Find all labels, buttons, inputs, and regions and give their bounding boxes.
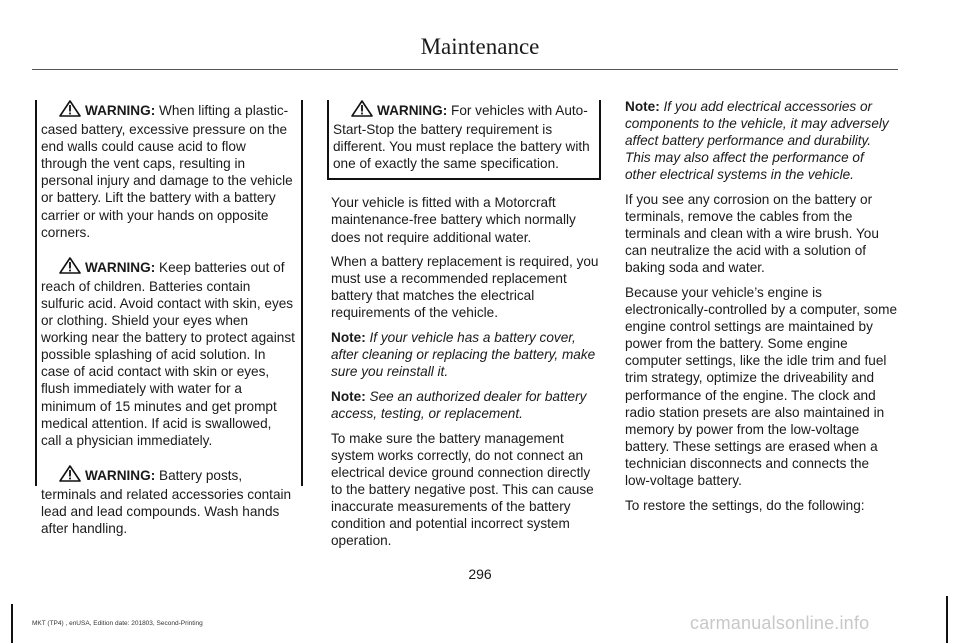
note-text: If your vehicle has a battery cover, after cleaning or replacing the battery, make sure you reinstall it. [331,330,596,380]
note-dealer [331,388,599,422]
crop-mark-left [11,604,13,643]
warning-text: For vehicles with Auto-Start-Stop the battery requirement is different. You must replace the battery with one of exactly the same specification. [333,103,590,172]
warning-block-lifting [41,100,295,241]
note-battery-cover [331,329,599,380]
note-text: If you add electrical accessories or components to the vehicle, it may adversely affect battery performance and durability. This may also affect the performance of other electrical systems in the vehicle. [625,99,889,183]
warning-triangle-icon [59,257,81,278]
warning-block-children [41,257,295,449]
warning-triangle-icon [59,100,81,121]
warning-label: WARNING: [85,259,156,275]
warning-block-auto-start-stop [327,100,601,180]
page-number: 296 [468,566,492,582]
edition-footer: MKT (TP4) , enUSA, Edition date: 201803, Second-Printing [32,620,203,627]
page-title: Maintenance [420,34,540,59]
note-accessories [625,98,897,183]
warning-text: Keep batteries out of reach of children. Batteries contain sulfuric acid. Avoid contact with skin, eyes or clothing. Shield your eyes when working near the battery to protect against possible splashing of acid solution. In case of acid contact with skin or eyes, flush immediately with water for a minimum of 15 minutes and get prompt medical attention. If acid is swallowed, call a physician immediately. [41,259,295,448]
note-label: Note: [331,330,366,346]
note-label: Note: [625,99,660,114]
paragraph-battery-management: To make sure the battery management system works correctly, do not connect an electrical device ground connection directly to the battery negative post. This can cause inaccurate measurements of the battery condition and potential incorrect system operation. [331,430,594,549]
paragraph-restore-settings: To restore the settings, do the following: [625,497,865,513]
warning-text: Battery posts, terminals and related accessories contain lead and lead compounds. Wash hands after handling. [41,467,292,537]
warning-block-lead [41,465,295,537]
warning-triangle-icon [351,100,373,121]
note-label: Note: [331,388,366,404]
note-text: See an authorized dealer for battery access, testing, or replacement. [331,388,587,421]
middle-column [331,100,599,557]
title-divider [32,69,898,70]
watermark: carmanualsonline.info [690,613,870,633]
warning-label: WARNING: [85,103,156,118]
paragraph-replacement: When a battery replacement is required, you must use a recommended replacement battery that matches the electrical requirements of the vehicle. [331,254,599,321]
crop-mark-right [946,596,948,643]
warning-label: WARNING: [85,467,156,483]
paragraph-corrosion: If you see any corrosion on the battery or terminals, remove the cables from the terminals and clean with a wire brush. You can neutralize the acid with a solution of baking soda and water. [625,191,879,276]
warning-text: When lifting a plastic-cased battery, excessive pressure on the end walls could cause acid to flow through the vent caps, resulting in personal injury and damage to the vehicle or battery. Lift the battery with a battery carrier or with your hands on opposite corners. [41,103,293,240]
left-column [35,100,303,537]
warning-label: WARNING: [377,103,448,118]
warning-triangle-icon [59,465,81,486]
right-column [625,98,897,521]
paragraph-engine-settings: Because your vehicle’s engine is electronically-controlled by a computer, some engine control settings are maintained by power from the battery. Some engine computer settings, like the idle trim and fuel trim strategy, optimize the driveability and performance of the engine. The clock and radio station presets are also maintained in memory by power from the low-voltage battery. These settings are erased when a technician disconnects and connects the low-voltage battery. [625,284,898,488]
paragraph-motorcraft: Your vehicle is fitted with a Motorcraft maintenance-free battery which normally does not require additional water. [331,195,576,245]
